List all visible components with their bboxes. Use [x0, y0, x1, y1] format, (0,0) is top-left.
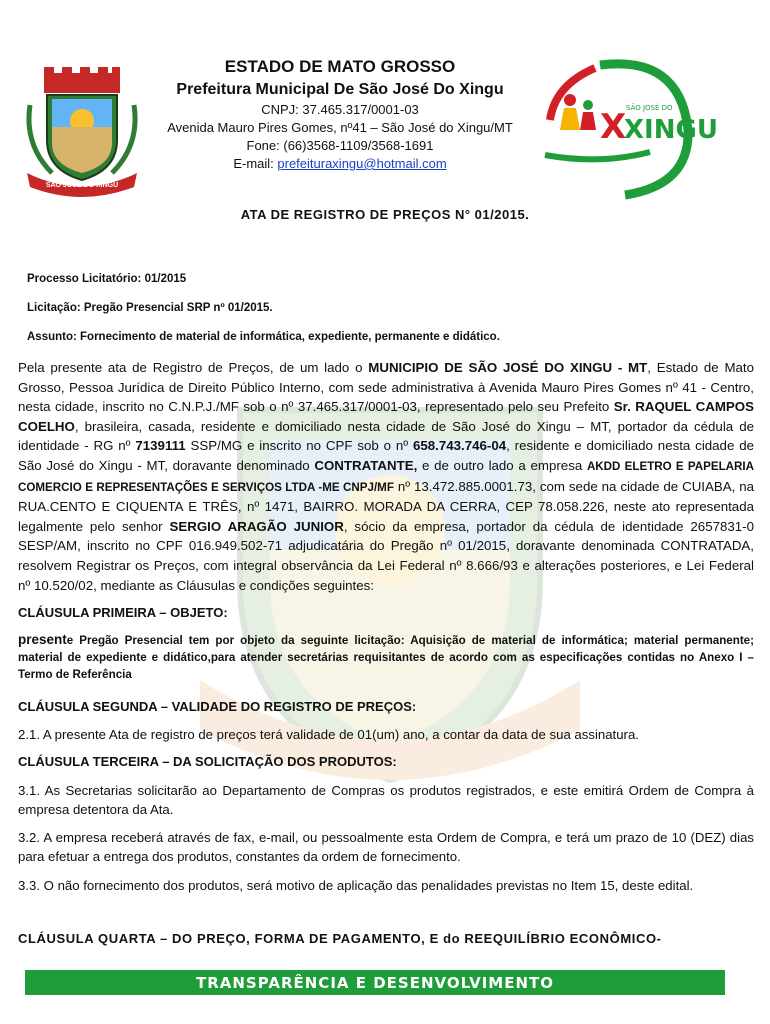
document-body	[18, 358, 754, 949]
phone: Fone: (66)3568-1109/3568-1691	[246, 138, 434, 153]
letterhead	[0, 55, 770, 205]
coat-ribbon-text: SÃO JOSÉ DO XINGU	[45, 182, 119, 189]
processo-line: Processo Licitatório: 01/2015	[27, 273, 187, 285]
logo-subtitle: SÃO JOSÉ DO	[626, 104, 673, 112]
email-link[interactable]: prefeituraxingu@hotmail.com	[277, 156, 447, 171]
state-name: ESTADO DE MATO GROSSO	[224, 57, 456, 76]
footer-slogan-bar	[25, 970, 725, 995]
email-line	[145, 155, 535, 173]
address: Avenida Mauro Pires Gomes, nº41 – São José do Xingu/MT	[167, 120, 513, 135]
licitacao-line: Licitação: Pregão Presencial SRP nº 01/2015.	[27, 302, 273, 314]
clause-2-1: 2.1. A presente Ata de registro de preços terá validade de 01(um) ano, a contar da data de sua assinatura.	[18, 727, 639, 743]
document-title: ATA DE REGISTRO DE PREÇOS N° 01/2015.	[240, 207, 530, 222]
intro-paragraph: Pela presente ata de Registro de Preços, de um lado o MUNICIPIO DE SÃO JOSÉ DO XINGU - MT, Estado de Mato Grosso, Pessoa Jurídica de Direito Público Interno, com sede administrativa à Avenida Mauro Pires Gomes nº 41 - Centro, nesta cidade, inscrito no C.N.P.J./MF sob o nº 37.465.317/0001-03, representado pelo seu Prefeito Sr. RAQUEL CAMPOS COELHO, brasileira, casada, residente e domiciliado nesta cidade de São José do Xingu – MT, portador da cédula de identidade - RG nº 7139111 SSP/MG e inscrito no CPF sob o nº 658.743.746-04, residente e domiciliado nesta cidade de São José do Xingu - MT, doravante denominado CONTRATANTE, e de outro lado a empresa AKDD ELETRO E PAPELARIA COMERCIO E REPRESENTAÇÕES E SERVIÇOS LTDA -ME CNPJ/MF nº 13.472.885.0001.73, com sede na cidade de CUIABA, na RUA.CENTO E CIQUENTA E TRÊS, nº 1471, BAIRRO. MORADA DA CERRA, CEP 78.058.226, neste ato representada legalmente pelo senhor SERGIO ARAGÃO JUNIOR, sócio da empresa, portador da cédula de identidade 2657831-0 SESP/AM, inscrito no CPF 016.949.502-71 adjudicatária do Pregão nº 01/2015, doravante denominada CONTRATADA, resolvem Registrar os Preços, com integral observância da Lei Federal nº 8.666/93 e alterações posteriores, e Lei Federal nº 10.520/02, mediante as Cláusulas e condições seguintes:	[18, 360, 755, 593]
municipality-name: Prefeitura Municipal De São José Do Xingu	[176, 81, 504, 98]
svg-text:X: X	[600, 107, 627, 147]
clause-1-text: presente Pregão Presencial tem por objeto da seguinte licitação: Aquisição de material de informática; material permanente; material de expediente e didático,para atender secretárias requisitantes de acordo com as especificações contidas no Anexo I – Termo de Referência	[18, 632, 754, 682]
clause-3-2: 3.2. A empresa receberá através de fax, e-mail, ou pessoalmente esta Ordem de Compra, e terá um prazo de 10 (DEZ) dias para efetuar a entrega dos produtos, constantes da ordem de fornecimento.	[18, 830, 754, 865]
assunto-line: Assunto: Fornecimento de material de informática, expediente, permanente e didático.	[27, 331, 500, 343]
xingu-logo	[540, 60, 718, 200]
logo-title: XINGU	[624, 115, 718, 145]
email-label: E-mail:	[233, 156, 278, 171]
clause-3-1: 3.1. As Secretarias solicitarão ao Departamento de Compras os produtos registrados, e este emitirá Ordem de Compra à empresa detentora da Ata.	[18, 783, 754, 818]
footer-slogan: TRANSPARÊNCIA E DESENVOLVIMENTO	[195, 973, 554, 992]
clause-2-heading: CLÁUSULA SEGUNDA – VALIDADE DO REGISTRO DE PREÇOS:	[18, 699, 417, 715]
header-text-block	[145, 55, 535, 173]
clause-4-heading: CLÁUSULA QUARTA – DO PREÇO, FORMA DE PAGAMENTO, E do REEQUILÍBRIO ECONÔMICO-	[18, 931, 662, 947]
clause-3-heading: CLÁUSULA TERCEIRA – DA SOLICITAÇÃO DOS PRODUTOS:	[18, 754, 397, 770]
person-icon	[564, 94, 576, 106]
clause-1-heading: CLÁUSULA PRIMEIRA – OBJETO:	[18, 605, 228, 621]
cnpj: CNPJ: 37.465.317/0001-03	[261, 102, 419, 117]
clause-3-3: 3.3. O não fornecimento dos produtos, será motivo de aplicação das penalidades previstas no Item 15, deste edital.	[18, 878, 694, 894]
coat-of-arms-icon	[22, 65, 142, 195]
